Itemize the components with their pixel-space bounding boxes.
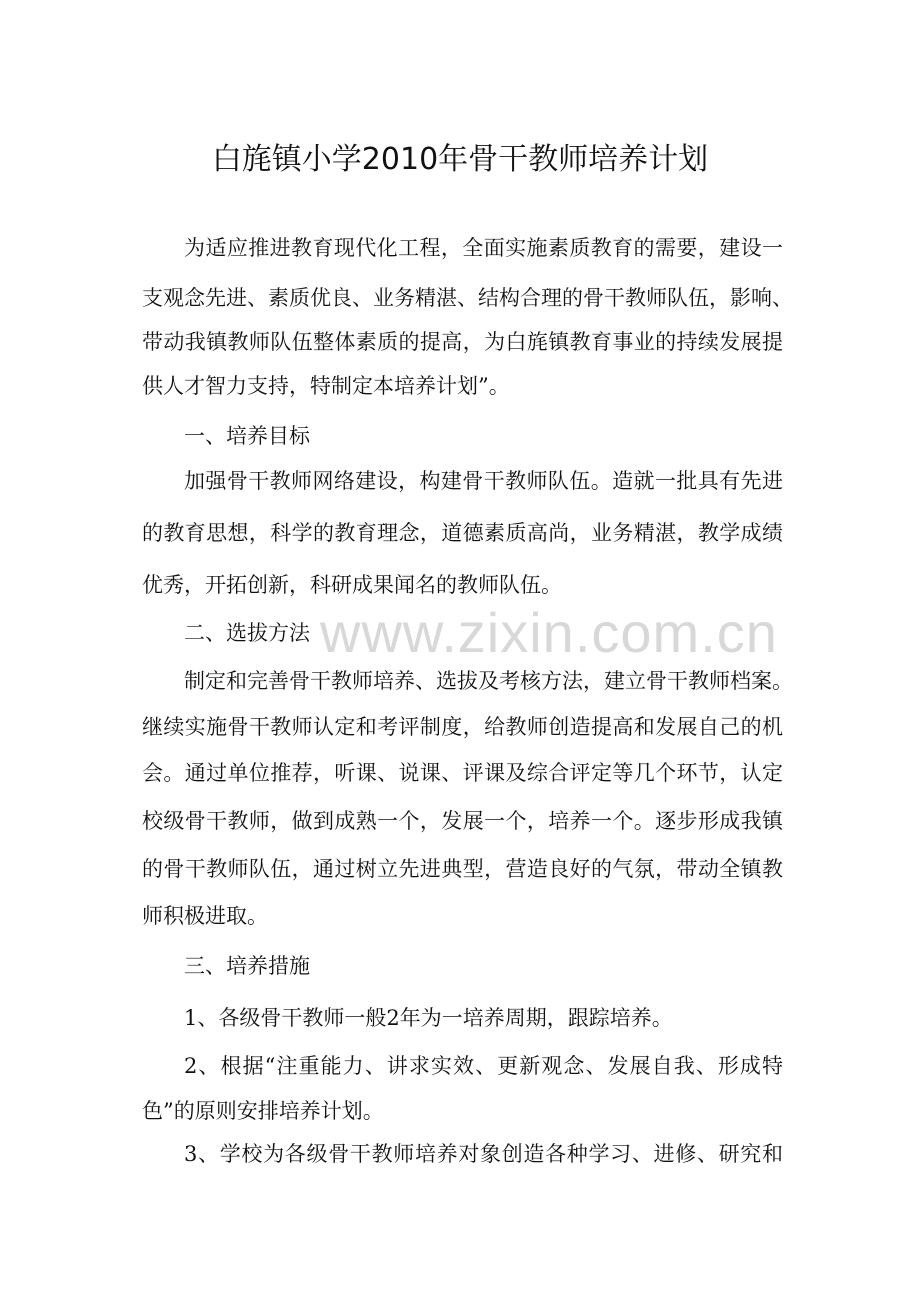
intro-line: 带动我镇教师队伍整体素质的提高，为白旄镇教育事业的持续发展提 xyxy=(142,330,783,354)
section-1-line: 加强骨干教师网络建设，构建骨干教师队伍。造就一批具有先进 xyxy=(184,469,783,493)
intro-line: 为适应推进教育现代化工程，全面实施素质教育的需要，建设一 xyxy=(184,236,783,260)
measure-2-line: 色”的原则安排培养计划。 xyxy=(142,1099,384,1123)
watermark: www.zixin.com.cn xyxy=(320,601,778,664)
section-2-line: 师积极进取。 xyxy=(142,904,268,928)
section-2-line: 会。通过单位推荐，听课、说课、评课及综合评定等几个环节，认定 xyxy=(142,761,783,785)
document-title: 白旄镇小学2010年骨干教师培养计划 xyxy=(211,142,709,177)
heading-2-line: 二、选拔方法 xyxy=(184,621,310,645)
intro-line: 供人才智力支持，特制定本培养计划”。 xyxy=(142,374,510,398)
measure-1-line: 1、各级骨干教师一般2年为一培养周期，跟踪培养。 xyxy=(184,1006,673,1030)
heading-3-line: 三、培养措施 xyxy=(184,954,310,978)
section-2-line: 校级骨干教师，做到成熟一个，发展一个，培养一个。逐步形成我镇 xyxy=(142,809,783,833)
section-2-line: 继续实施骨干教师认定和考评制度，给教师创造提高和发展自己的机 xyxy=(142,715,783,739)
measure-3-line: 3、学校为各级骨干教师培养对象创造各种学习、进修、研究和 xyxy=(184,1142,783,1166)
measure-2-line: 2、根据“注重能力、讲求实效、更新观念、发展自我、形成特 xyxy=(184,1054,783,1078)
section-2-line: 的骨干教师队伍，通过树立先进典型，营造良好的气氛，带动全镇教 xyxy=(142,857,783,881)
section-1-line: 优秀，开拓创新，科研成果闻名的教师队伍。 xyxy=(142,573,562,597)
heading-1-line: 一、培养目标 xyxy=(184,424,310,448)
intro-line: 支观念先进、素质优良、业务精湛、结构合理的骨干教师队伍，影响、 xyxy=(142,286,793,310)
section-2-line: 制定和完善骨干教师培养、选拔及考核方法，建立骨干教师档案。 xyxy=(184,669,793,693)
section-1-line: 的教育思想，科学的教育理念，道德素质高尚，业务精湛，教学成绩 xyxy=(142,521,783,545)
